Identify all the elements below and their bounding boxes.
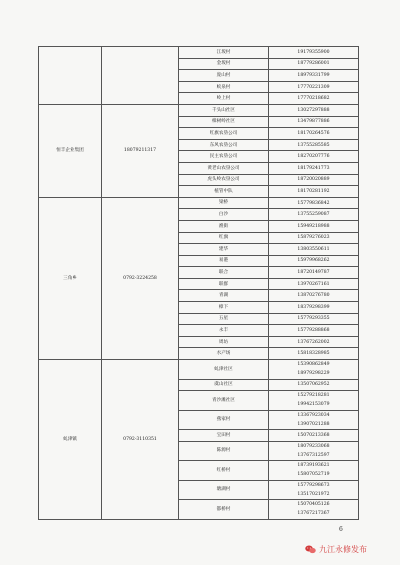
phone-cell bbox=[269, 461, 359, 481]
phone-cell bbox=[269, 47, 359, 59]
unit-cell: 燕家村 bbox=[179, 410, 269, 430]
unit-cell: 青湖 bbox=[179, 290, 269, 302]
unit-cell: 建华 bbox=[179, 244, 269, 256]
unit-cell: 东风农垦公司 bbox=[179, 139, 269, 151]
phone-cell bbox=[269, 500, 359, 520]
unit-cell: 易港 bbox=[179, 255, 269, 267]
table-row bbox=[39, 47, 359, 59]
phone-cell bbox=[269, 480, 359, 500]
unit-cell: 樟树岭社区 bbox=[179, 116, 269, 128]
phone-number: 15390862849 bbox=[297, 362, 330, 368]
phone-cell bbox=[269, 410, 359, 430]
contact-table-body bbox=[39, 47, 359, 520]
phone-number: 13517021972 bbox=[297, 491, 330, 497]
phone-cell bbox=[269, 81, 359, 93]
unit-cell: 宝田村 bbox=[179, 430, 269, 442]
unit-cell: 水产场 bbox=[179, 348, 269, 360]
phone-number: 15070405126 bbox=[297, 502, 330, 508]
table-row bbox=[39, 104, 359, 116]
group-name-cell: 虬津镇 bbox=[39, 360, 102, 520]
unit-cell: 虎头岭农垦公司 bbox=[179, 174, 269, 186]
phone-number: 13907021288 bbox=[297, 421, 330, 427]
unit-cell: 永丰 bbox=[179, 325, 269, 337]
phone-number: 18979298229 bbox=[297, 371, 330, 377]
unit-cell: 都桥村 bbox=[179, 500, 269, 520]
phone-number: 13755259087 bbox=[297, 212, 330, 218]
table-row bbox=[39, 360, 359, 380]
phone-cell bbox=[269, 174, 359, 186]
unit-cell: 樟下 bbox=[179, 302, 269, 314]
phone-cell bbox=[269, 151, 359, 163]
watermark-text: 九江永修发布 bbox=[319, 545, 367, 554]
phone-cell bbox=[269, 267, 359, 279]
phone-number: 13870276780 bbox=[297, 293, 330, 299]
phone-number: 13027297888 bbox=[297, 107, 330, 113]
table-row bbox=[39, 197, 359, 209]
phone-number: 13767262002 bbox=[297, 339, 330, 345]
unit-cell: 民主农垦公司 bbox=[179, 151, 269, 163]
phone-cell bbox=[269, 139, 359, 151]
unit-cell: 蚁泉村 bbox=[179, 81, 269, 93]
phone-cell bbox=[269, 379, 359, 391]
phone-number: 17770221309 bbox=[297, 84, 330, 90]
phone-number: 15949218988 bbox=[297, 223, 330, 229]
phone-cell bbox=[269, 302, 359, 314]
contact-table bbox=[38, 46, 359, 520]
unit-cell: 黄老山农垦公司 bbox=[179, 162, 269, 174]
phone-number: 18379298399 bbox=[297, 304, 330, 310]
phone-number: 13479877886 bbox=[297, 119, 330, 125]
phone-cell bbox=[269, 232, 359, 244]
wechat-icon bbox=[305, 545, 316, 554]
phone-number: 18170281192 bbox=[297, 188, 330, 194]
unit-cell: 联合 bbox=[179, 267, 269, 279]
phone-number: 13767217367 bbox=[297, 511, 330, 517]
phone-cell bbox=[269, 244, 359, 256]
phone-number: 18979331799 bbox=[297, 72, 330, 78]
phone-number: 18779286001 bbox=[297, 61, 330, 67]
phone-cell bbox=[269, 348, 359, 360]
phone-number: 15779293355 bbox=[297, 316, 330, 322]
phone-cell bbox=[269, 93, 359, 105]
unit-cell: 江坂村 bbox=[179, 47, 269, 59]
phone-number: 15070213368 bbox=[297, 432, 330, 438]
unit-cell: 渔街 bbox=[179, 220, 269, 232]
phone-cell bbox=[269, 336, 359, 348]
unit-cell: 庞山村 bbox=[179, 70, 269, 82]
unit-cell: 联群 bbox=[179, 278, 269, 290]
phone-number: 18179241773 bbox=[297, 165, 330, 171]
phone-cell bbox=[269, 197, 359, 209]
unit-cell: 虬津社区 bbox=[179, 360, 269, 380]
phone-number: 19942153079 bbox=[297, 402, 330, 408]
phone-cell bbox=[269, 430, 359, 442]
group-phone-cell: 0792-3224258 bbox=[102, 197, 179, 359]
phone-number: 15779288868 bbox=[297, 328, 330, 334]
phone-cell bbox=[269, 128, 359, 140]
phone-number: 18720149787 bbox=[297, 270, 330, 276]
phone-cell bbox=[269, 313, 359, 325]
phone-cell bbox=[269, 325, 359, 337]
phone-cell bbox=[269, 441, 359, 461]
phone-cell bbox=[269, 209, 359, 221]
phone-number: 15818328985 bbox=[297, 351, 330, 357]
unit-cell: 白沙 bbox=[179, 209, 269, 221]
phone-number: 13507062952 bbox=[297, 382, 330, 388]
unit-cell: 周坊 bbox=[179, 336, 269, 348]
phone-number: 18079233068 bbox=[297, 443, 330, 449]
group-phone-cell: 0792-3110351 bbox=[102, 360, 179, 520]
unit-cell: 金坂村 bbox=[179, 58, 269, 70]
phone-number: 13367923034 bbox=[297, 412, 330, 418]
phone-cell bbox=[269, 220, 359, 232]
unit-cell: 千头山社区 bbox=[179, 104, 269, 116]
phone-number: 19179355900 bbox=[297, 49, 330, 55]
unit-cell: 红旗 bbox=[179, 232, 269, 244]
phone-number: 15879276023 bbox=[297, 235, 330, 241]
unit-cell: 虞山社区 bbox=[179, 379, 269, 391]
phone-cell bbox=[269, 186, 359, 198]
unit-cell: 岭上村 bbox=[179, 93, 269, 105]
unit-cell: 五星 bbox=[179, 313, 269, 325]
phone-cell bbox=[269, 162, 359, 174]
phone-number: 18720020889 bbox=[297, 177, 330, 183]
phone-number: 15979968262 bbox=[297, 258, 330, 264]
phone-number: 13767312597 bbox=[297, 452, 330, 458]
unit-cell: 青沙滩社区 bbox=[179, 391, 269, 411]
unit-cell: 陈源村 bbox=[179, 441, 269, 461]
group-phone-cell bbox=[102, 47, 179, 105]
unit-cell: 梁桥 bbox=[179, 197, 269, 209]
phone-number: 15779298673 bbox=[297, 482, 330, 488]
phone-number: 18170264576 bbox=[297, 130, 330, 136]
group-name-cell bbox=[39, 47, 102, 105]
phone-cell bbox=[269, 104, 359, 116]
phone-number: 18270207776 bbox=[297, 154, 330, 160]
unit-cell: 植管中队 bbox=[179, 186, 269, 198]
group-name-cell: 恒丰企业集团 bbox=[39, 104, 102, 197]
phone-number: 18739193621 bbox=[297, 463, 330, 469]
phone-cell bbox=[269, 391, 359, 411]
phone-number: 13803550611 bbox=[297, 246, 330, 252]
phone-cell bbox=[269, 70, 359, 82]
group-name-cell: 三角乡 bbox=[39, 197, 102, 359]
phone-cell bbox=[269, 255, 359, 267]
phone-number: 13970267161 bbox=[297, 281, 330, 287]
phone-cell bbox=[269, 290, 359, 302]
phone-cell bbox=[269, 116, 359, 128]
phone-number: 15807052719 bbox=[297, 472, 330, 478]
phone-cell bbox=[269, 278, 359, 290]
page-number: 6 bbox=[339, 526, 343, 533]
phone-number: 15779836842 bbox=[297, 200, 330, 206]
phone-cell bbox=[269, 360, 359, 380]
phone-number: 15279218281 bbox=[297, 393, 330, 399]
watermark bbox=[305, 544, 367, 555]
unit-cell: 红桥村 bbox=[179, 461, 269, 481]
unit-cell: 塘湖村 bbox=[179, 480, 269, 500]
phone-number: 13755285585 bbox=[297, 142, 330, 148]
group-phone-cell: 18079211317 bbox=[102, 104, 179, 197]
phone-cell bbox=[269, 58, 359, 70]
phone-number: 17770218682 bbox=[297, 96, 330, 102]
unit-cell: 红旗农垦公司 bbox=[179, 128, 269, 140]
